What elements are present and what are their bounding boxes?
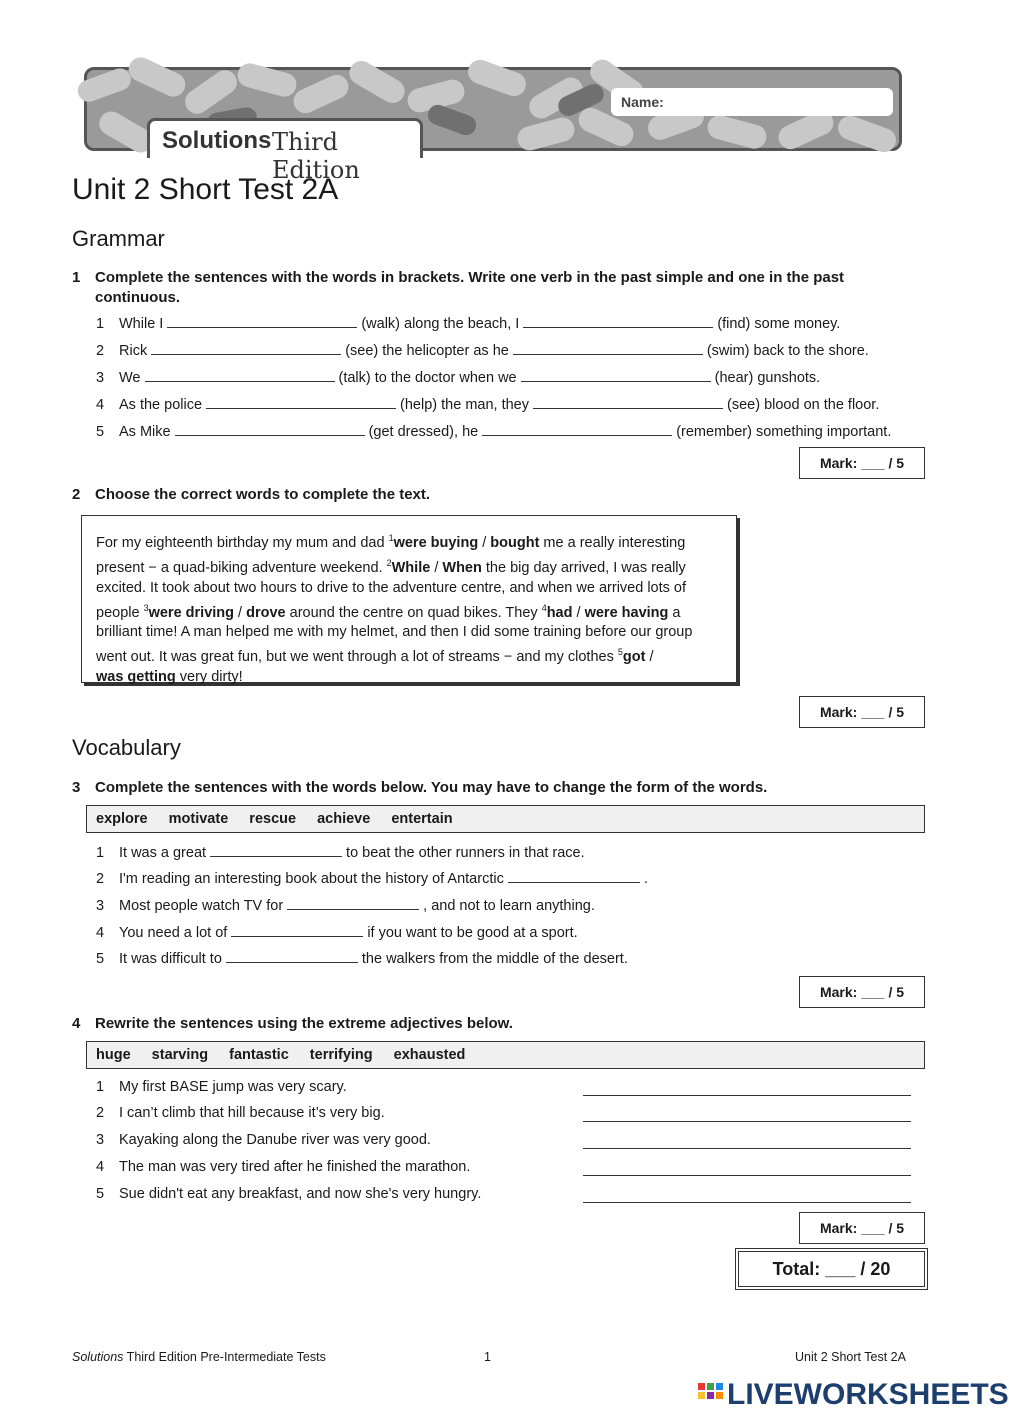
option-3b[interactable]: drove bbox=[246, 604, 286, 621]
item-number: 2 bbox=[96, 871, 105, 887]
word: starving bbox=[151, 1047, 209, 1063]
q2-text-box bbox=[81, 515, 737, 686]
option-4b[interactable]: were having bbox=[584, 604, 669, 621]
item-text: It was difficult to bbox=[119, 951, 222, 967]
q4-number: 4 bbox=[72, 1015, 81, 1032]
q1-number: 1 bbox=[72, 269, 81, 286]
answer-line[interactable] bbox=[583, 1148, 911, 1149]
item-text: to beat the other runners in that race. bbox=[346, 845, 585, 861]
item-number: 3 bbox=[96, 370, 105, 386]
q2-instruction: Choose the correct words to complete the text. bbox=[95, 486, 431, 503]
grammar-heading: Grammar bbox=[72, 226, 165, 251]
item-text: . bbox=[643, 871, 648, 887]
item-text: We bbox=[119, 370, 141, 386]
answer-line[interactable] bbox=[583, 1121, 911, 1122]
footer-page-number: 1 bbox=[484, 1350, 491, 1364]
q3-item bbox=[96, 869, 648, 887]
item-text: Sue didn't eat any breakfast, and now she's very hungry. bbox=[119, 1186, 482, 1202]
item-text: (find) some money. bbox=[717, 316, 841, 332]
brand-tab bbox=[147, 118, 423, 184]
q4-item bbox=[96, 1159, 470, 1175]
answer-line[interactable] bbox=[583, 1175, 911, 1176]
item-text: if you want to be good at a sport. bbox=[367, 925, 578, 941]
item-number: 2 bbox=[96, 1105, 105, 1121]
item-number: 5 bbox=[96, 424, 105, 440]
word: rescue bbox=[249, 811, 297, 827]
answer-blank[interactable] bbox=[206, 395, 396, 409]
option-1b[interactable]: bought bbox=[490, 534, 540, 551]
q4-item bbox=[96, 1079, 347, 1095]
q4-word-box bbox=[86, 1041, 925, 1069]
item-text: The man was very tired after he finished the marathon. bbox=[119, 1159, 471, 1175]
footer-left: Solutions Third Edition Pre-Intermediate Tests bbox=[72, 1350, 326, 1364]
q1-instruction: Complete the sentences with the words in brackets. Write one verb in the past simple and one in the past continuous. bbox=[95, 269, 845, 306]
answer-blank[interactable] bbox=[508, 869, 640, 883]
answer-blank[interactable] bbox=[523, 314, 713, 328]
q1-item bbox=[96, 368, 820, 386]
word: entertain bbox=[391, 811, 453, 827]
item-text: As the police bbox=[119, 397, 203, 413]
option-2b[interactable]: When bbox=[442, 559, 482, 576]
q4-instruction: Rewrite the sentences using the extreme adjectives below. bbox=[95, 1015, 513, 1032]
q1-mark: Mark: ___ / 5 bbox=[799, 447, 925, 479]
header-banner bbox=[84, 67, 902, 184]
q4-item bbox=[96, 1186, 481, 1202]
item-text: (talk) to the doctor when we bbox=[338, 370, 517, 386]
footer-right: Unit 2 Short Test 2A bbox=[795, 1350, 906, 1364]
q1-item bbox=[96, 314, 840, 332]
word: fantastic bbox=[229, 1047, 289, 1063]
item-text: (see) the helicopter as he bbox=[345, 343, 509, 359]
item-number: 5 bbox=[96, 951, 105, 967]
q1-item bbox=[96, 395, 879, 413]
answer-blank[interactable] bbox=[210, 843, 342, 857]
q3-word-box bbox=[86, 805, 925, 833]
option-5a[interactable]: got bbox=[622, 649, 646, 666]
answer-blank[interactable] bbox=[175, 422, 365, 436]
answer-blank[interactable] bbox=[167, 314, 357, 328]
item-text: the walkers from the middle of the desert. bbox=[361, 951, 628, 967]
word: explore bbox=[96, 811, 148, 827]
option-2a[interactable]: While bbox=[391, 559, 431, 576]
item-text: Kayaking along the Danube river was very good. bbox=[119, 1132, 431, 1148]
item-text: You need a lot of bbox=[119, 925, 228, 941]
answer-blank[interactable] bbox=[533, 395, 723, 409]
q4-mark: Mark: ___ / 5 bbox=[799, 1212, 925, 1244]
item-number: 1 bbox=[96, 845, 105, 861]
q3-item bbox=[96, 923, 578, 941]
q2-text: For my eighteenth birthday my mum and dad $^1$were buying / bought me a really interesting present − a quad-biking adventure weekend. $^2$While / When the big day arrived, I was really excited. It took about two hours to drive to the adventure centre, and when we arrived lots of people $^3$were driving / drove around the centre on quad bikes. They $^4$had / were having a brilliant time! A man helped me with my helmet, and then I did some training before our group went out. It was great fun, but we went through a lot of streams − and my clothes $^5$got / was getting very dirty! bbox=[96, 533, 693, 686]
brand-bold: Solutions bbox=[162, 127, 272, 154]
item-text: While I bbox=[119, 316, 164, 332]
item-text: (get dressed), he bbox=[368, 424, 479, 440]
answer-blank[interactable] bbox=[513, 341, 703, 355]
item-text: (help) the man, they bbox=[400, 397, 529, 413]
q1-item bbox=[96, 341, 869, 359]
answer-blank[interactable] bbox=[226, 949, 358, 963]
item-text: As Mike bbox=[119, 424, 171, 440]
item-text: Most people watch TV for bbox=[119, 898, 284, 914]
item-number: 4 bbox=[96, 925, 105, 941]
item-text: , and not to learn anything. bbox=[423, 898, 595, 914]
q1-item bbox=[96, 422, 891, 440]
answer-line[interactable] bbox=[583, 1095, 911, 1096]
brand-edition: Third Edition bbox=[272, 128, 360, 184]
name-label: Name: bbox=[621, 94, 664, 110]
word: terrifying bbox=[309, 1047, 373, 1063]
item-text: Rick bbox=[119, 343, 148, 359]
q3-item bbox=[96, 843, 585, 861]
item-number: 1 bbox=[96, 316, 105, 332]
item-text: (see) blood on the floor. bbox=[727, 397, 880, 413]
total-score: Total: ___ / 20 bbox=[738, 1251, 925, 1287]
item-number: 3 bbox=[96, 1132, 105, 1148]
answer-blank[interactable] bbox=[521, 368, 711, 382]
q3-instruction: Complete the sentences with the words below. You may have to change the form of the words. bbox=[95, 779, 768, 796]
total-box bbox=[735, 1248, 928, 1290]
option-1a[interactable]: were buying bbox=[393, 534, 479, 551]
item-text: (hear) gunshots. bbox=[714, 370, 821, 386]
item-number: 3 bbox=[96, 898, 105, 914]
item-text: (swim) back to the shore. bbox=[706, 343, 869, 359]
word: exhausted bbox=[393, 1047, 466, 1063]
item-number: 1 bbox=[96, 1079, 105, 1095]
q2-mark: Mark: ___ / 5 bbox=[799, 696, 925, 728]
page-title: Unit 2 Short Test 2A bbox=[72, 173, 339, 206]
item-text: It was a great bbox=[119, 845, 207, 861]
item-number: 4 bbox=[96, 397, 105, 413]
word: huge bbox=[96, 1047, 131, 1063]
liveworksheets-logo-icon bbox=[698, 1383, 724, 1405]
word: achieve bbox=[317, 811, 371, 827]
item-text: I can’t climb that hill because it’s very big. bbox=[119, 1105, 385, 1121]
answer-blank[interactable] bbox=[145, 368, 335, 382]
q3-item bbox=[96, 949, 628, 967]
answer-blank[interactable] bbox=[151, 341, 341, 355]
item-number: 5 bbox=[96, 1186, 105, 1202]
item-text: (remember) something important. bbox=[676, 424, 892, 440]
q3-item bbox=[96, 896, 595, 914]
option-5b[interactable]: was getting bbox=[96, 669, 176, 686]
answer-line[interactable] bbox=[583, 1202, 911, 1203]
q3-mark: Mark: ___ / 5 bbox=[799, 976, 925, 1008]
option-3a[interactable]: were driving bbox=[148, 604, 235, 621]
answer-blank[interactable] bbox=[482, 422, 672, 436]
item-number: 2 bbox=[96, 343, 105, 359]
answer-blank[interactable] bbox=[231, 923, 363, 937]
answer-blank[interactable] bbox=[287, 896, 419, 910]
item-text: I'm reading an interesting book about the history of Antarctic bbox=[119, 871, 504, 887]
item-text: My first BASE jump was very scary. bbox=[119, 1079, 347, 1095]
name-field[interactable] bbox=[611, 88, 893, 116]
q2-number: 2 bbox=[72, 486, 81, 503]
vocabulary-heading: Vocabulary bbox=[72, 735, 181, 760]
q4-item bbox=[96, 1132, 431, 1148]
liveworksheets-watermark: LIVEWORKSHEETS bbox=[727, 1378, 1009, 1411]
q4-item bbox=[96, 1105, 385, 1121]
q3-number: 3 bbox=[72, 779, 81, 796]
word: motivate bbox=[168, 811, 229, 827]
item-text: (walk) along the beach, I bbox=[361, 316, 520, 332]
item-number: 4 bbox=[96, 1159, 105, 1175]
option-4a[interactable]: had bbox=[546, 604, 573, 621]
